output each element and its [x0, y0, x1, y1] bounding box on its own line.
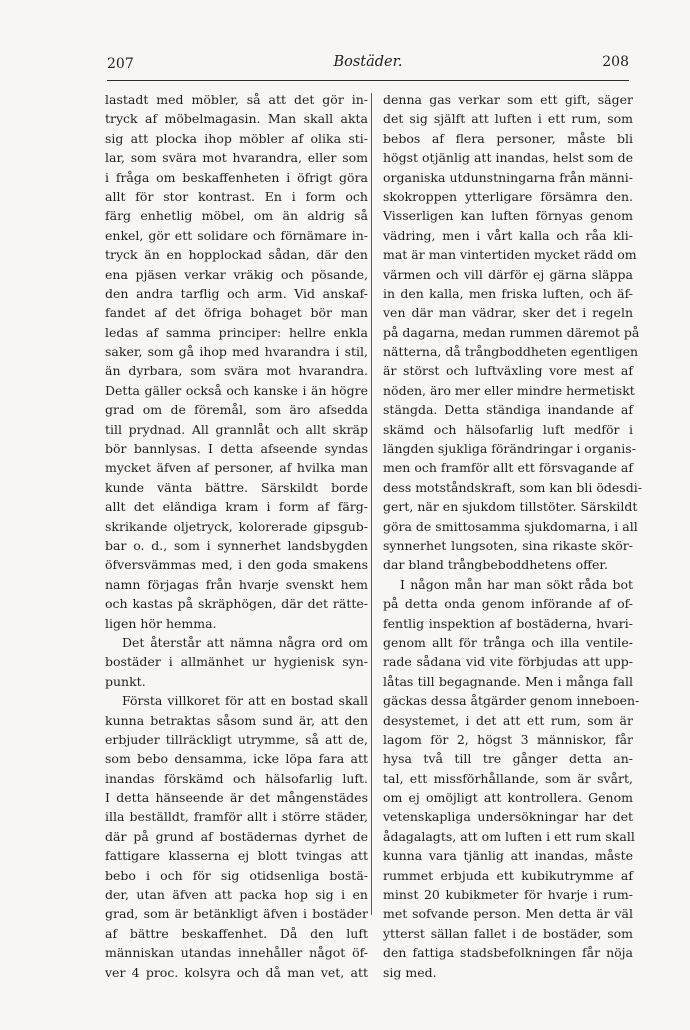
- text-line: lastadt med möbler, så att det gör in-: [105, 92, 368, 107]
- text-line: ytterst sällan fallet i de bostäder, som: [383, 925, 633, 941]
- text-line: skrikande oljetryck, kolorerade gipsgub-: [105, 518, 368, 534]
- text-line: lagom för 2, högst 3 människor, får: [383, 731, 633, 747]
- text-line: I detta hänseende är det mångenstädes: [105, 790, 368, 806]
- text-line: lar, som svära mot hvarandra, eller som: [105, 150, 368, 166]
- text-line: till prydnad. All grannlåt och allt skräp: [105, 421, 368, 437]
- page-number-right: 208: [602, 54, 629, 70]
- text-line: bebo i och för sig otidsenliga bostä-: [105, 867, 368, 883]
- text-line: vädring, men i vårt kalla och råa kli-: [383, 227, 633, 243]
- text-line: skämd och hälsofarlig luft medför i: [383, 421, 633, 437]
- text-line: gäckas dessa åtgärder genom inneboen-: [383, 693, 640, 709]
- text-line: grad, som är betänkligt äfven i bostäder: [105, 906, 368, 922]
- text-line: ven där man vädrar, sker det i regeln: [383, 305, 633, 321]
- text-line: färg enhetlig möbel, om än aldrig så: [105, 208, 368, 224]
- text-line: kunde vänta bättre. Särskildt borde: [105, 479, 368, 495]
- text-line: allt för stor kontrast. En i form och: [105, 188, 368, 204]
- text-line: om ej omöjligt att kontrollera. Genom: [383, 790, 633, 806]
- text-line: högst otjänlig att inandas, helst som de: [383, 150, 633, 166]
- text-line: stängda. Detta ständiga inandande af: [383, 402, 633, 418]
- text-line: men och framför allt ett försvagande af: [383, 460, 633, 476]
- text-line: den andra tarflig och arm. Vid anskaf-: [105, 285, 368, 301]
- text-line: göra de smittosamma sjukdomarna, i all: [383, 518, 638, 534]
- text-line: erbjuder tillräckligt utrymme, så att de,: [105, 731, 368, 747]
- text-line: hysa två till tre gånger detta an-: [383, 751, 633, 767]
- text-line: Det återstår att nämna några ord om: [122, 634, 368, 650]
- text-line: ena pjäsen verkar vräkig och pösande,: [105, 266, 368, 282]
- text-line: organiska utdunstningarna från männi-: [383, 169, 633, 185]
- text-line: ver 4 proc. kolsyra och då man vet, att: [105, 964, 368, 980]
- text-line: enkel, gör ett solidare och förnämare in-: [105, 227, 368, 243]
- text-line: kunna vara tjänlig att inandas, måste: [383, 848, 633, 864]
- text-line: på dagarna, medan rummen däremot på: [383, 324, 640, 340]
- text-line: på detta onda genom införande af of-: [383, 596, 633, 612]
- text-line: grad om de föremål, som äro afsedda: [105, 402, 368, 418]
- text-line: tal, ett missförhållande, som är svårt,: [383, 770, 633, 786]
- text-line: tryck än en hopplockad sådan, där den: [105, 247, 368, 263]
- text-line: met sofvande person. Men detta är väl: [383, 906, 633, 922]
- text-line: sig med.: [383, 964, 437, 980]
- left-column: [105, 90, 368, 982]
- text-line: kunna betraktas såsom sund är, att den: [105, 712, 368, 728]
- text-line: I någon mån har man sökt råda bot: [400, 576, 633, 592]
- text-line: inandas förskämd och hälsofarlig luft.: [105, 770, 368, 786]
- text-line: bostäder i allmänhet ur hygienisk syn-: [105, 654, 368, 670]
- text-line: der, utan äfven att packa hop sig i en: [105, 887, 368, 903]
- text-line: dar bland trångbeboddhetens offer.: [383, 557, 608, 573]
- column-divider: [371, 93, 372, 915]
- text-line: namn förjagas från hvarje svenskt hem: [105, 576, 368, 592]
- text-line: fandet af det öfriga bohaget bör man: [105, 305, 368, 321]
- header-rule: [107, 80, 629, 81]
- text-line: dess motståndskraft, som kan bli ödesdi-: [383, 479, 642, 495]
- text-line: fattigare klasserna ej blott tvingas att: [105, 848, 368, 864]
- text-line: ligen hör hemma.: [105, 615, 217, 631]
- text-line: låtas till begagnande. Men i många fall: [383, 673, 633, 689]
- text-line: Detta gäller också och kanske i än högre: [105, 382, 368, 398]
- text-line: in den kalla, men friska luften, och äf-: [383, 285, 633, 301]
- right-column: [383, 90, 642, 982]
- text-line: allt det eländiga kram i form af färg-: [105, 499, 368, 515]
- text-line: sig att plocka ihop möbler af olika sti-: [105, 130, 368, 146]
- page-number-left: 207: [107, 56, 134, 72]
- text-line: vetenskapliga undersökningar har det: [383, 809, 633, 825]
- text-line: bar o. d., som i synnerhet landsbygden: [105, 537, 368, 553]
- text-line: mycket äfven af personer, af hvilka man: [105, 460, 368, 476]
- text-line: af bättre beskaffenhet. Då den luft: [105, 925, 368, 941]
- text-line: det sig själft att luften i ett rum, som: [383, 111, 633, 127]
- text-line: illa beställdt, framför allt i större städer,: [105, 809, 368, 825]
- text-line: rade sådana vid vite förbjudas att upp-: [383, 654, 633, 670]
- text-line: än dyrbara, som svära mot hvarandra.: [105, 363, 368, 379]
- text-line: ledas af samma principer: hellre enkla: [105, 324, 368, 340]
- text-line: människan utandas innehåller något öf-: [105, 945, 368, 961]
- running-header: [107, 54, 629, 78]
- text-line: synnerhet lungsoten, sina rikaste skör-: [383, 537, 633, 553]
- text-line: längden sjukliga förändringar i organis-: [383, 441, 636, 457]
- text-line: bebos af flera personer, måste bli: [383, 130, 633, 146]
- text-line: i fråga om beskaffenheten i öfrigt göra: [105, 169, 368, 185]
- text-line: gert, när en sjukdom tillstöter. Särskildt: [383, 499, 638, 515]
- text-line: nöden, äro mer eller mindre hermetiskt: [383, 382, 635, 398]
- text-line: genom allt för trånga och illa ventile-: [383, 634, 633, 650]
- text-line: och kastas på skräphögen, där det rätte-: [105, 596, 368, 612]
- text-line: fentlig inspektion af bostäderna, hvari-: [383, 615, 633, 631]
- text-line: saker, som gå ihop med hvarandra i stil,: [105, 344, 368, 360]
- text-line: skokroppen ytterligare försämra den.: [383, 188, 633, 204]
- text-line: ådagalagts, att om luften i ett rum skall: [383, 828, 635, 844]
- text-line: mat är man vintertiden mycket rädd om: [383, 247, 637, 263]
- text-line: som bebo densamma, icke löpa fara att: [105, 751, 368, 767]
- text-line: denna gas verkar som ett gift, säger: [383, 92, 633, 107]
- text-line: rummet erbjuda ett kubikutrymme af: [383, 867, 633, 883]
- text-line: är störst och luftväxling vore mest af: [383, 363, 633, 379]
- text-line: värmen och vill därför ej gärna släppa: [383, 266, 633, 282]
- text-line: bör bannlysas. I detta afseende syndas: [105, 441, 368, 457]
- text-line: nätterna, då trångboddheten egentligen: [383, 344, 639, 360]
- text-line: desystemet, i det att ett rum, som är: [383, 712, 633, 728]
- running-title: Bostäder.: [333, 54, 403, 70]
- text-line: den fattiga stadsbefolkningen får nöja: [383, 945, 633, 961]
- text-line: Visserligen kan luften förnyas genom: [383, 208, 633, 224]
- text-line: tryck af möbelmagasin. Man skall akta: [105, 111, 368, 127]
- text-line: punkt.: [105, 673, 146, 689]
- text-line: där på grund af bostädernas dyrhet de: [105, 828, 368, 844]
- text-line: öfversvämmas med, i den goda smakens: [105, 557, 368, 573]
- text-line: minst 20 kubikmeter för hvarje i rum-: [383, 887, 633, 903]
- text-line: Första villkoret för att en bostad skall: [122, 693, 368, 709]
